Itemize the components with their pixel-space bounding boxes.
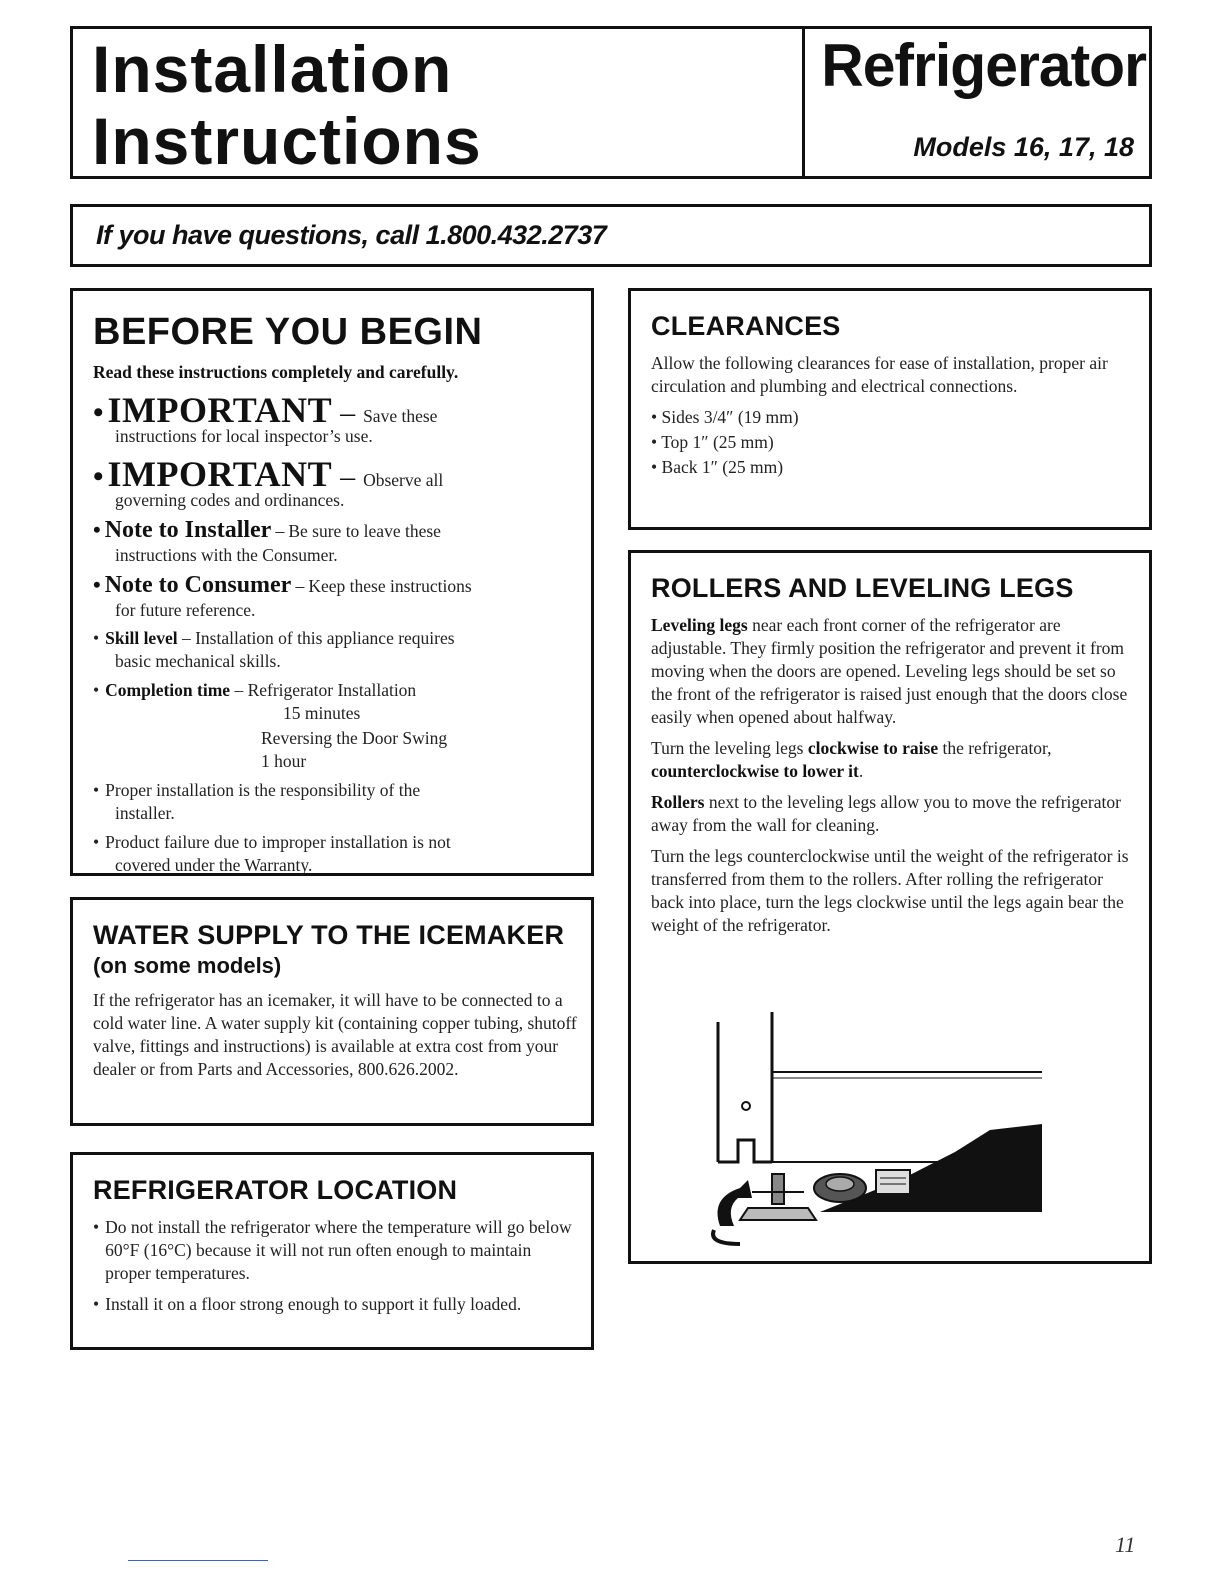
before-lead: Read these instructions completely and carefully.	[93, 362, 459, 382]
water-body: If the refrigerator has an icemaker, it will have to be connected to a cold water line. A water supply kit (containing copper tubing, shutoff valve, fittings and instructions) is available at extra cost from your dealer or from Parts and Accessories, 800.626.2002.	[93, 990, 577, 1079]
important-item-2: • IMPORTANT – Observe all governing codes and ordinances.	[93, 454, 444, 510]
location-heading: REFRIGERATOR LOCATION	[93, 1175, 458, 1205]
header-divider	[802, 26, 805, 179]
rollers-heading: ROLLERS AND LEVELING LEGS	[651, 573, 1074, 603]
title-line2: Instructions	[92, 104, 482, 178]
rollers-paragraph-1: Leveling legs near each front corner of the refrigerator are adjustable. They firmly position the refrigerator and prevent it from moving when the doors are opened. Leveling legs should be set so the front of the refrigerator is raised just enough that the doors close easily when opened about halfway.	[651, 615, 1128, 727]
water-heading: WATER SUPPLY TO THE ICEMAKER	[93, 920, 565, 950]
leveling-leg-illustration	[700, 1012, 1050, 1250]
models-subtitle: Models 16, 17, 18	[913, 132, 1134, 162]
completion-time-item: • Completion time – Refrigerator Installation 15 minutes Reversing the Door Swing 1 hour	[93, 680, 448, 771]
clearances-intro: Allow the following clearances for ease of installation, proper air circulation and plumbing and electrical connections.	[651, 353, 1108, 396]
rollers-paragraph-3: Rollers next to the leveling legs allow you to move the refrigerator away from the wall for cleaning.	[651, 792, 1121, 835]
location-item-1: • Do not install the refrigerator where the temperature will go below 60°F (16°C) because it will not run often enough to maintain proper temperatures.	[93, 1217, 572, 1283]
page-number: 11	[1115, 1532, 1136, 1557]
clearances-section	[628, 288, 1152, 530]
product-failure-item: • Product failure due to improper installation is not covered under the Warranty.	[93, 832, 451, 875]
before-heading: BEFORE YOU BEGIN	[93, 311, 483, 353]
rollers-paragraph-4: Turn the legs counterclockwise until the weight of the refrigerator is transferred from them to the rollers. After rolling the refrigerator back into place, turn the legs clockwise until the legs again bear the weight of the refrigerator.	[651, 846, 1129, 935]
important-item-1: • IMPORTANT – Save these instructions for local inspector’s use.	[93, 390, 438, 446]
note-installer-item: • Note to Installer – Be sure to leave these instructions with the Consumer.	[93, 517, 441, 565]
phone-banner-text: If you have questions, call 1.800.432.2737	[96, 220, 607, 250]
location-item-2: • Install it on a floor strong enough to support it fully loaded.	[93, 1294, 522, 1314]
clearance-back: • Back 1″ (25 mm)	[651, 457, 784, 477]
skill-level-item: • Skill level – Installation of this appliance requires basic mechanical skills.	[93, 628, 455, 671]
clearance-top: • Top 1″ (25 mm)	[651, 432, 774, 452]
proper-installation-item: • Proper installation is the responsibility of the installer.	[93, 780, 421, 823]
water-subheading: (on some models)	[93, 953, 282, 978]
water-supply-section	[70, 897, 594, 1126]
before-you-begin-section	[70, 288, 594, 876]
refrigerator-location-section	[70, 1152, 594, 1350]
clearances-heading: CLEARANCES	[651, 311, 841, 341]
note-consumer-item: • Note to Consumer – Keep these instructions for future reference.	[93, 572, 472, 620]
rollers-paragraph-2: Turn the leveling legs clockwise to raise the refrigerator, counterclockwise to lower it.	[651, 738, 1052, 781]
title-line1: Installation	[92, 32, 453, 106]
product-title: Refrigerator	[821, 32, 1147, 99]
footer-rule	[128, 1560, 268, 1561]
clearance-sides: • Sides 3/4″ (19 mm)	[651, 407, 799, 427]
